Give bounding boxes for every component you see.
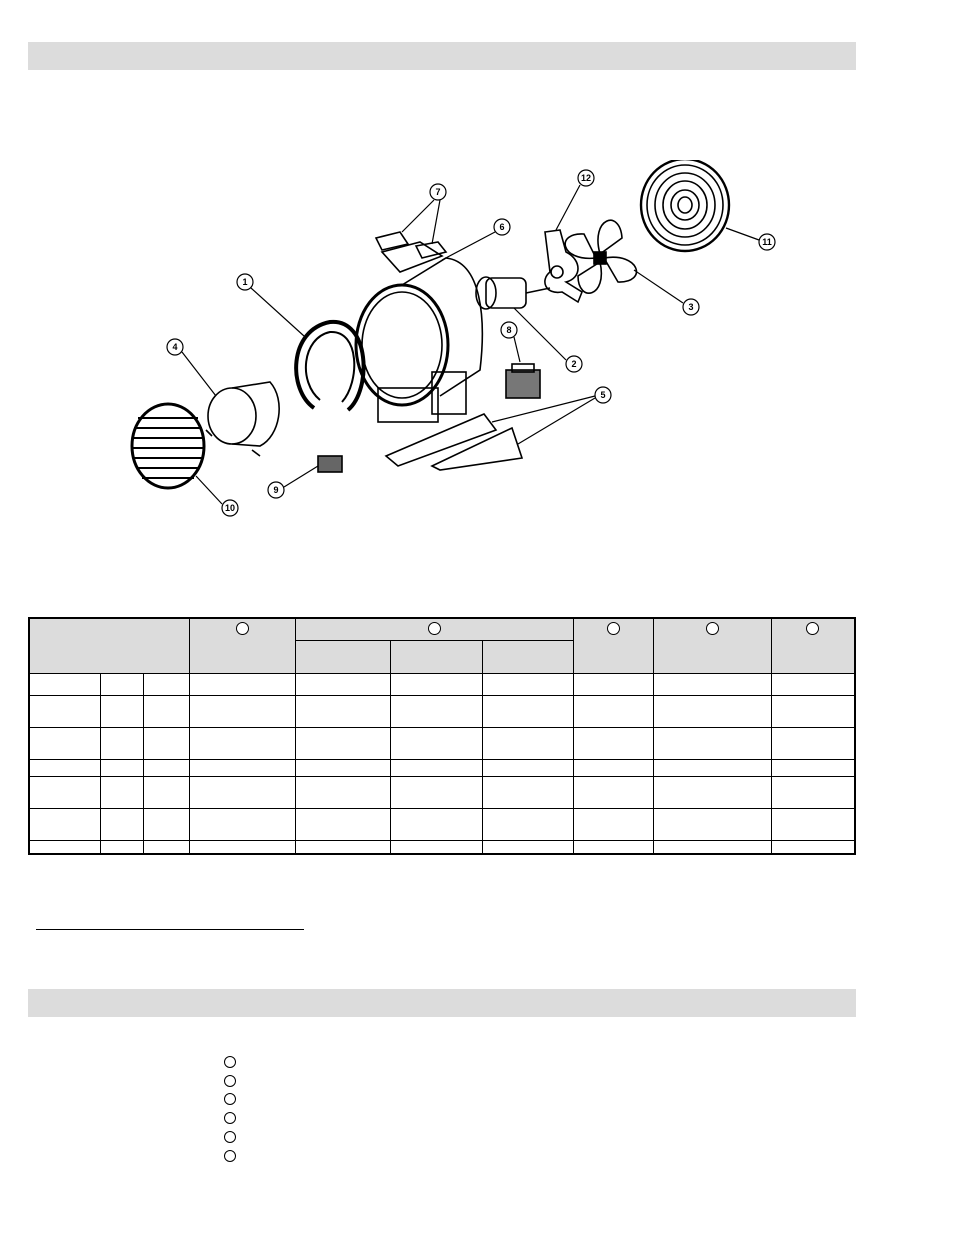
- table-header-cell: [482, 640, 573, 673]
- motor: [476, 277, 550, 309]
- svg-text:7: 7: [435, 187, 441, 197]
- option-bullet-icon: [224, 1150, 236, 1162]
- table-row: [29, 695, 855, 727]
- foot-plate: [376, 232, 408, 250]
- table-row: [29, 727, 855, 759]
- callout-7: [402, 184, 446, 244]
- option-bullet-icon: [224, 1093, 236, 1105]
- callout-9: [268, 466, 318, 498]
- svg-text:11: 11: [762, 237, 772, 247]
- switch: [318, 456, 342, 472]
- callout-3: [634, 270, 699, 315]
- svg-text:9: 9: [273, 485, 279, 495]
- parts-table: [28, 617, 856, 855]
- circle-marker-icon: [706, 622, 719, 635]
- circle-marker-icon: [428, 622, 441, 635]
- callout-8: [501, 322, 520, 362]
- callout-10: [196, 476, 238, 516]
- svg-text:10: 10: [224, 503, 236, 513]
- callout-12: [556, 170, 594, 230]
- rear-grille: [641, 160, 729, 251]
- svg-text:4: 4: [172, 342, 178, 352]
- svg-text:6: 6: [499, 222, 505, 232]
- front-grille: [132, 404, 204, 488]
- fan-blade: [565, 220, 636, 293]
- callout-4: [167, 339, 216, 396]
- table-row: [29, 759, 855, 776]
- callout-2: [514, 308, 582, 372]
- callout-1: [237, 274, 304, 336]
- circle-marker-icon: [806, 622, 819, 635]
- section-header-bar-top: [28, 42, 856, 70]
- footnote-rule: [36, 929, 304, 930]
- svg-text:12: 12: [580, 173, 592, 183]
- table-header-cell: [771, 618, 855, 673]
- svg-text:1: 1: [242, 277, 248, 287]
- section-header-bar-bottom: [28, 989, 856, 1017]
- callout-markers: [167, 170, 775, 516]
- table-row: [29, 673, 855, 695]
- svg-text:2: 2: [571, 359, 577, 369]
- table-header-cell: [653, 618, 771, 673]
- callout-11: [726, 228, 775, 250]
- svg-text:8: 8: [506, 325, 512, 335]
- table-header-cell: [295, 618, 573, 640]
- motor-bracket: [545, 230, 582, 302]
- table-header-cell: [295, 640, 390, 673]
- option-bullet-icon: [224, 1075, 236, 1087]
- table-row: [29, 840, 855, 854]
- callout-6: [442, 219, 510, 260]
- option-bullet-icon: [224, 1112, 236, 1124]
- table-header-cell: [573, 618, 653, 673]
- circle-marker-icon: [236, 622, 249, 635]
- housing: [356, 242, 482, 422]
- table-row: [29, 776, 855, 808]
- table-header-cell: [189, 618, 295, 673]
- option-bullet-icon: [224, 1056, 236, 1068]
- table-header-cell: [390, 640, 482, 673]
- circle-marker-icon: [607, 622, 620, 635]
- heating-element: [296, 322, 363, 410]
- table-row: [29, 808, 855, 840]
- option-bullet-icon: [224, 1131, 236, 1143]
- front-baffle: [206, 382, 279, 456]
- exploded-parts-diagram: [120, 160, 800, 530]
- svg-text:3: 3: [688, 302, 694, 312]
- table-header-cell: [29, 618, 189, 673]
- transformer: [506, 364, 540, 398]
- svg-text:5: 5: [600, 390, 606, 400]
